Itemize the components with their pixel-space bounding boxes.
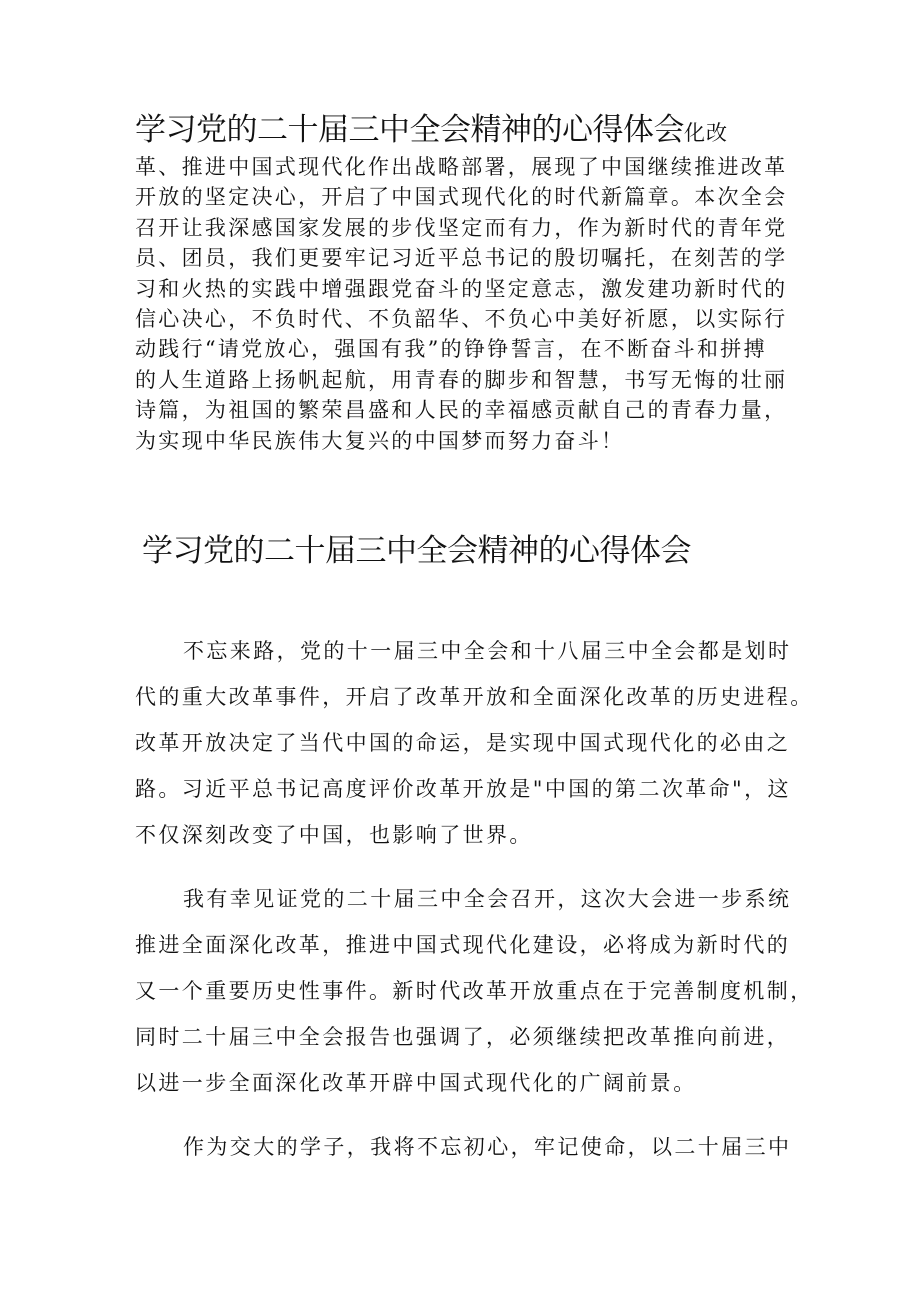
text-line: 革、推进中国式现代化作出战略部署，展现了中国继续推进改革 [135, 155, 788, 179]
section-top-heading-text: 学习党的二十届三中全会精神的心得体会 [135, 112, 684, 148]
paragraph [135, 1124, 805, 1170]
section-top-heading-tail: 化改 [684, 121, 728, 145]
text-line: 诗篇，为祖国的繁荣昌盛和人民的幸福感贡献自己的青春力量， [135, 398, 788, 423]
section-second-heading: 学习党的二十届三中全会精神的心得体会 [142, 533, 691, 569]
text-line: 召开让我深感国家发展的步伐坚定而有力，作为新时代的青年党 [135, 215, 788, 240]
text-line: 为实现中华民族伟大复兴的中国梦而努力奋斗！ [135, 428, 625, 453]
text-line: 不忘来路，党的十一届三中全会和十八届三中全会都是划时 [183, 639, 792, 663]
text-line: 代的重大改革事件，开启了改革开放和全面深化改革的历史进程。 [135, 685, 814, 709]
text-line: 推进全面深化改革，推进中国式现代化建设，必将成为新时代的 [135, 933, 791, 957]
text-line: 以进一步全面深化改革开辟中国式现代化的广阔前景。 [135, 1071, 697, 1095]
text-line: 员、团员，我们更要牢记习近平总书记的殷切嘱托，在刻苦的学 [135, 246, 788, 271]
text-line: 开放的坚定决心，开启了中国式现代化的时代新篇章。本次全会 [135, 185, 788, 210]
text-line: 路。习近平总书记高度评价改革开放是"中国的第二次革命"，这 [135, 777, 791, 801]
section-top [135, 108, 787, 456]
text-line: 不仅深刻改变了中国，也影响了世界。 [135, 823, 533, 847]
text-line: 动践行“请党放心，强国有我”的铮铮誓言，在不断奋斗和拼搏 [135, 337, 767, 362]
text-line: 习和火热的实践中增强跟党奋斗的坚定意志，激发建功新时代的 [135, 276, 788, 301]
text-line: 作为交大的学子，我将不忘初心，牢记使命，以二十届三中 [183, 1135, 792, 1159]
text-line: 信心决心，不负时代、不负韶华、不负心中美好祈愿，以实际行 [135, 307, 788, 332]
section-top-heading [135, 108, 787, 155]
text-line: 同时二十届三中全会报告也强调了，必须继续把改革推向前进， [135, 1025, 791, 1049]
paragraph [135, 876, 814, 1106]
text-line: 的人生道路上扬帆起航，用青春的脚步和智慧，书写无悔的壮丽 [135, 367, 788, 392]
text-line: 又一个重要历史性事件。新时代改革开放重点在于完善制度机制， [135, 979, 814, 1003]
section-top-body [135, 152, 787, 456]
text-line: 改革开放决定了当代中国的命运，是实现中国式现代化的必由之 [135, 731, 791, 755]
text-line: 我有幸见证党的二十届三中全会召开，这次大会进一步系统 [183, 887, 792, 911]
paragraph [135, 628, 814, 858]
section-second-body [135, 628, 814, 1188]
